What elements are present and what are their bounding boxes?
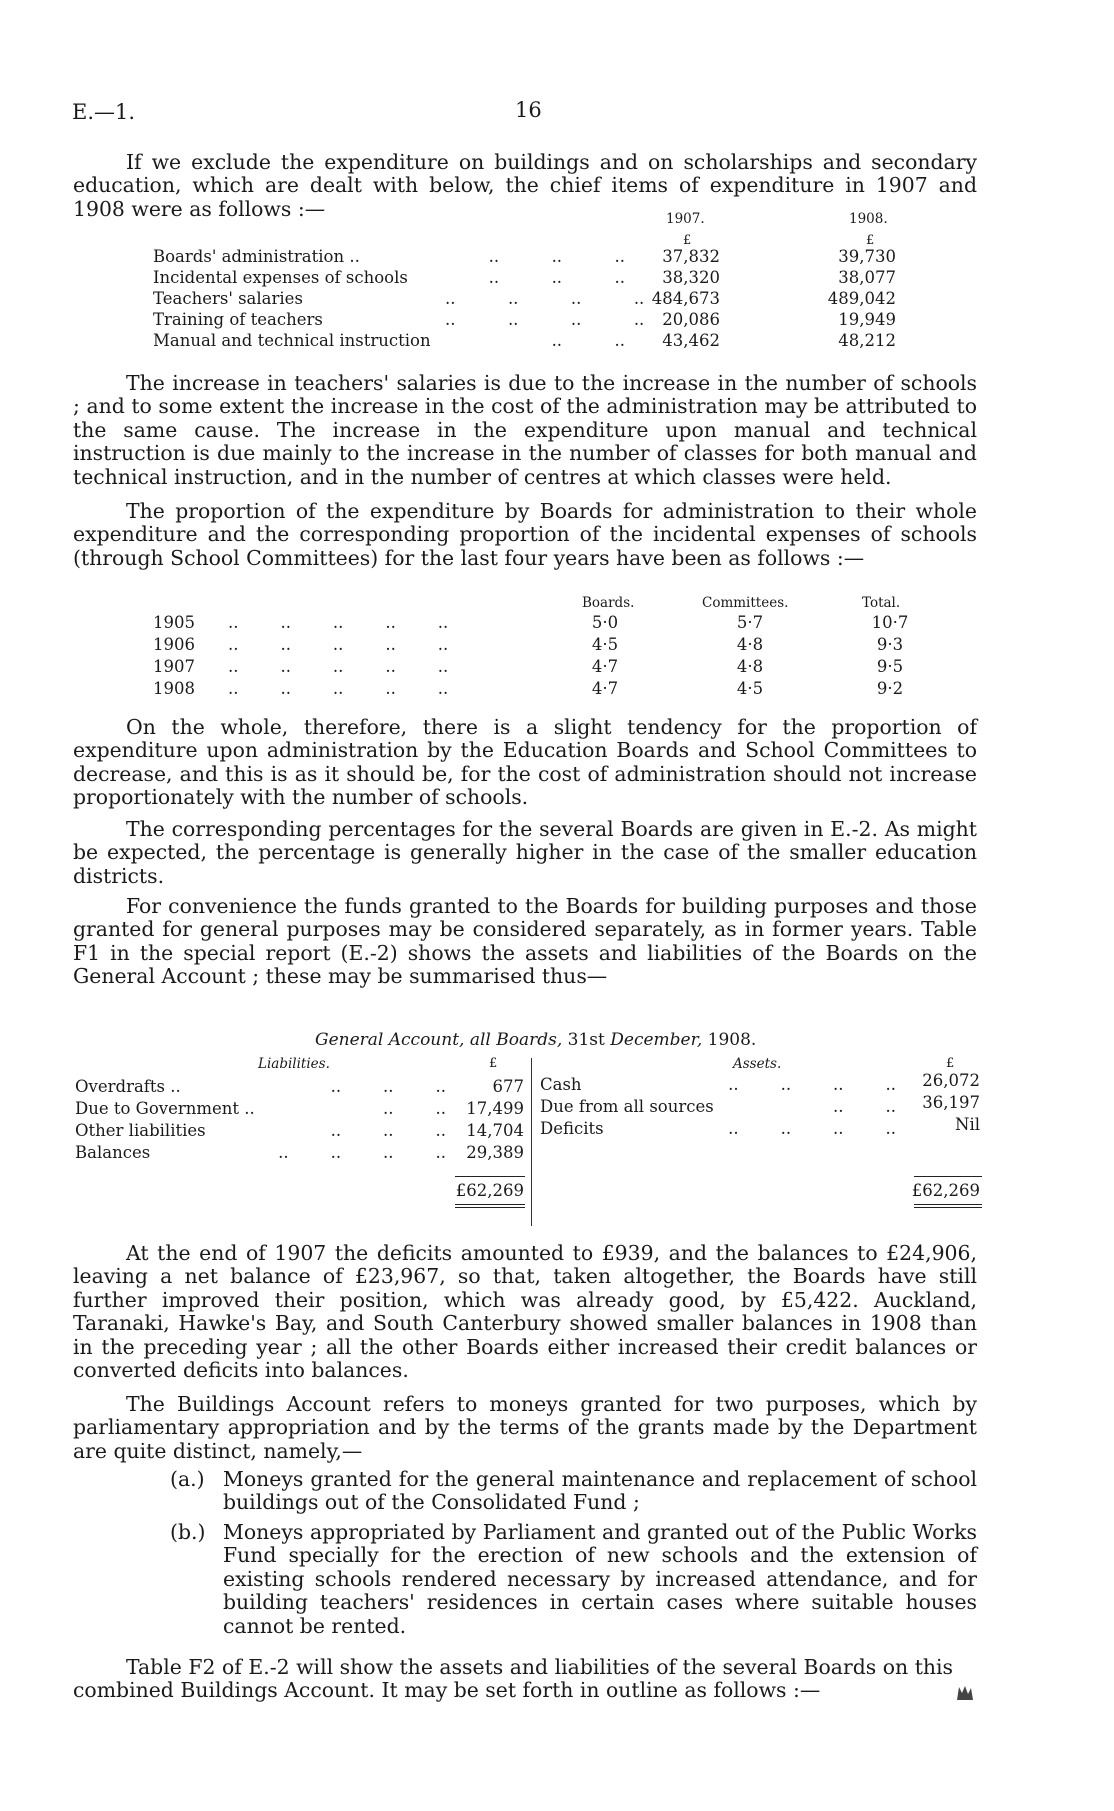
liability-label: Other liabilities (75, 1121, 206, 1140)
liability-value: 17,499 (466, 1099, 524, 1118)
paragraph-percentages: The corresponding percentages for the several Boards are given in E.-2. As might be expected, the percentage is generally higher in the case of the smaller education districts. (73, 817, 977, 888)
liability-value: 677 (492, 1077, 524, 1096)
proportion-boards: 4·5 (591, 635, 619, 654)
asset-dots: .. .. (833, 1097, 896, 1116)
liability-value: 29,389 (466, 1143, 524, 1162)
proportion-year: 1905 (153, 613, 195, 632)
liability-dots: .. .. .. (330, 1121, 446, 1140)
expenditure-dots: .. .. .. (488, 268, 625, 287)
liabilities-subtotal-rule (455, 1176, 525, 1177)
col-head-boards: Boards. (582, 595, 635, 611)
asset-dots: .. .. .. .. (728, 1119, 896, 1138)
paragraph-buildings-account: The Buildings Account refers to moneys granted for two purposes, which by parliamentary appropriation and by the terms of the grants made by the Department are quite distinct, namely,— (73, 1392, 977, 1463)
liability-dots: .. .. .. .. (278, 1143, 446, 1162)
expenditure-item: Manual and technical instruction (153, 331, 431, 350)
col-head-1907: 1907. (666, 211, 705, 227)
asset-value: Nil (955, 1115, 980, 1134)
expenditure-value-1907: 484,673 (651, 289, 720, 308)
expenditure-value-1908: 38,077 (838, 268, 896, 287)
liabilities-total: £62,269 (455, 1181, 524, 1200)
proportion-committees: 4·8 (736, 635, 764, 654)
paragraph-tendency: On the whole, therefore, there is a slight tendency for the proportion of expenditure upon administration by the Education Boards and School Committees to decrease, and this is as it should be, for the cost of administration should not increase proportionately with the number of schools. (73, 715, 977, 810)
assets-total-rule-2 (914, 1207, 982, 1208)
col-head-1908: 1908. (849, 211, 888, 227)
expenditure-value-1907: 38,320 (662, 268, 720, 287)
expenditure-value-1908: 19,949 (838, 310, 896, 329)
liability-label: Balances (75, 1143, 151, 1162)
expenditure-item: Incidental expenses of schools (153, 268, 408, 287)
liability-dots: .. .. (383, 1099, 446, 1118)
column-divider (531, 1058, 532, 1226)
expenditure-value-1907: 43,462 (662, 331, 720, 350)
expenditure-dots: .. .. .. .. (445, 310, 645, 329)
proportion-committees: 4·5 (736, 679, 764, 698)
assets-subtotal-rule (914, 1176, 982, 1177)
expenditure-value-1907: 20,086 (662, 310, 720, 329)
proportion-year: 1907 (153, 657, 195, 676)
expenditure-item: Training of teachers (153, 310, 323, 329)
expenditure-dots: .. .. .. (488, 247, 625, 266)
asset-label: Due from all sources (540, 1097, 714, 1116)
liabilities-currency: £ (489, 1056, 498, 1071)
proportion-committees: 4·8 (736, 657, 764, 676)
proportion-committees: 5·7 (736, 613, 764, 632)
asset-label: Deficits (540, 1119, 604, 1138)
asset-value: 36,197 (922, 1093, 980, 1112)
paragraph-table-f2: Table F2 of E.-2 will show the assets and liabilities of the several Boards on this combined Buildings Account. It may be set forth in outline as follows :— (73, 1655, 953, 1703)
paragraph-deficits: At the end of 1907 the deficits amounted to £939, and the balances to £24,906, leaving a net balance of £23,967, so that, taken altogether, the Boards have still further improved their position, which was already good, by £5,422. Auckland, Taranaki, Hawke's Bay, and South Canterbury showed smaller balances in 1908 than in the preceding year ; all the other Boards either increased their credit balances or converted deficits into balances. (73, 1241, 977, 1383)
expenditure-dots: .. .. (551, 331, 625, 350)
proportion-year: 1908 (153, 679, 195, 698)
proportion-dots: .. .. .. .. .. (228, 657, 449, 676)
list-label-b: (b.) (170, 1520, 206, 1544)
proportion-boards: 4·7 (591, 679, 619, 698)
expenditure-value-1908: 39,730 (838, 247, 896, 266)
assets-total-rule-1 (914, 1204, 982, 1205)
paragraph-salaries-increase: The increase in teachers' salaries is due to the increase in the number of schools ; and to some extent the increase in the cost of the administration may be attributed to the same cause. The increase in the expenditure upon manual and technical instruction is due mainly to the increase in the number of classes for both manual and technical instruction, and in the number of centres at which classes were held. (73, 371, 977, 489)
liability-label: Due to Government .. (75, 1099, 255, 1118)
expenditure-item: Boards' administration .. (153, 247, 360, 266)
expenditure-value-1907: 37,832 (662, 247, 720, 266)
currency-1907: £ (683, 233, 692, 248)
list-text-b: Moneys appropriated by Parliament and granted out of the Public Works Fund specially for the erection of new schools and the extension of existing schools rendered necessary by increased attendance, and for building teachers' residences in certain cases where suitable houses cannot be rented. (223, 1520, 977, 1638)
proportion-total: 9·2 (876, 679, 904, 698)
assets-heading: Assets. (733, 1056, 782, 1072)
list-text-a: Moneys granted for the general maintenance and replacement of school buildings out of the Consolidated Fund ; (223, 1467, 977, 1515)
proportion-year: 1906 (153, 635, 195, 654)
col-head-total: Total. (862, 595, 901, 611)
paragraph-funds: For convenience the funds granted to the Boards for building purposes and those granted for general purposes may be considered separately, as in former years. Table F1 in the special report (E.-2) shows the assets and liabilities of the Boards on the General Account ; these may be summarised thus— (73, 894, 977, 989)
expenditure-value-1908: 48,212 (838, 331, 896, 350)
expenditure-dots: .. .. .. .. (445, 289, 645, 308)
proportion-boards: 5·0 (591, 613, 619, 632)
list-item-a (170, 1468, 977, 1515)
liabilities-heading: Liabilities. (258, 1056, 330, 1072)
report-reference: E.—1. (72, 100, 136, 124)
liability-value: 14,704 (466, 1121, 524, 1140)
list-item-b (170, 1521, 977, 1638)
liability-dots: .. .. .. (330, 1077, 446, 1096)
col-head-committees: Committees. (702, 595, 789, 611)
paragraph-proportion: The proportion of the expenditure by Boards for administration to their whole expenditure and the corresponding proportion of the incidental expenses of schools (through School Committees) for the last four years have been as follows :— (73, 499, 977, 570)
expenditure-item: Teachers' salaries (153, 289, 303, 308)
paragraph-expenditure-intro: If we exclude the expenditure on buildings and on scholarships and secondary education, which are dealt with below, the chief items of expenditure in 1907 and 1908 were as follows :— (73, 150, 977, 221)
liabilities-total-rule-1 (455, 1204, 525, 1205)
liabilities-total-rule-2 (455, 1207, 525, 1208)
liability-label: Overdrafts .. (75, 1077, 181, 1096)
asset-dots: .. .. .. .. (728, 1075, 896, 1094)
proportion-total: 9·3 (876, 635, 904, 654)
expenditure-value-1908: 489,042 (827, 289, 896, 308)
asset-value: 26,072 (922, 1071, 980, 1090)
assets-currency: £ (946, 1056, 955, 1071)
assets-total: £62,269 (911, 1181, 980, 1200)
general-account-title: General Account, all Boards, 31st December, 1908. (315, 1030, 757, 1050)
proportion-total: 9·5 (876, 657, 904, 676)
proportion-boards: 4·7 (591, 657, 619, 676)
currency-1908: £ (866, 233, 875, 248)
proportion-dots: .. .. .. .. .. (228, 679, 449, 698)
list-label-a: (a.) (170, 1467, 205, 1491)
proportion-dots: .. .. .. .. .. (228, 635, 449, 654)
page-number: 16 (515, 98, 542, 122)
proportion-dots: .. .. .. .. .. (228, 613, 449, 632)
proportion-total: 10·7 (871, 613, 909, 632)
catchword-mark-icon (955, 1684, 975, 1702)
asset-label: Cash (540, 1075, 582, 1094)
